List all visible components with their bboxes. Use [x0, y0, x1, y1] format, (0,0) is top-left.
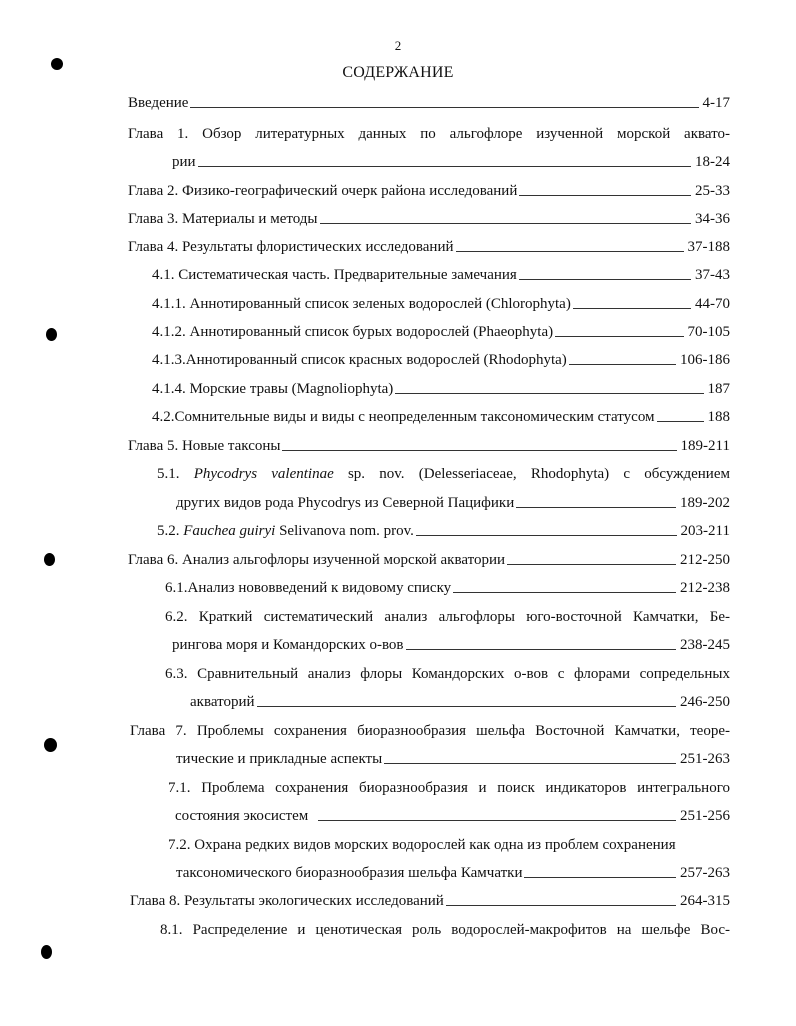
toc-entry-pages: 44-70 — [695, 296, 730, 312]
leader-line — [516, 493, 676, 508]
toc-entry-label: Глава 4. Результаты флористических исследований — [128, 239, 454, 255]
toc-entry-continuation: рингова моря и Командорских о-вов — [172, 637, 404, 653]
toc-entry-7-2[interactable] — [168, 835, 730, 855]
toc-entry-chapter-3[interactable] — [128, 209, 730, 229]
toc-entry-pages: 212-238 — [680, 580, 730, 596]
toc-entry-label: 4.1.1. Аннотированный список зеленых водорослей (Chlorophyta) — [152, 296, 571, 312]
toc-entry-label: 4.1.3.Аннотированный список красных водорослей (Rhodophyta) — [152, 352, 567, 368]
toc-entry-label: 4.1.2. Аннотированный список бурых водорослей (Phaeophyta) — [152, 324, 554, 340]
punch-hole-mark — [51, 58, 63, 70]
toc-entry-continuation: состояния экосистем — [175, 808, 309, 824]
leader-line — [524, 863, 676, 878]
leader-line — [453, 578, 676, 593]
toc-entry-4-1-4[interactable] — [152, 379, 730, 399]
leader-line — [318, 806, 676, 821]
punch-hole-mark — [46, 328, 57, 341]
toc-entry-label: 8.1. Распределение и ценотическая роль водорослей-макрофитов на шельфе Вос- — [160, 922, 730, 938]
leader-line — [320, 209, 692, 224]
toc-entry-label: 4.1. Систематическая часть. Предварительные замечания — [152, 267, 517, 283]
toc-entry-pages: 251-256 — [680, 808, 730, 824]
leader-line — [198, 152, 691, 167]
leader-line — [384, 749, 676, 764]
toc-entry-5-1[interactable] — [157, 464, 730, 484]
toc-entry-pages: 203-211 — [680, 523, 730, 539]
toc-entry-label: 6.1.Анализ нововведений к видовому списку — [165, 580, 452, 596]
toc-entry-chapter-7-cont[interactable] — [176, 749, 730, 769]
toc-entry-pages: 187 — [707, 381, 730, 397]
toc-entry-chapter-4[interactable] — [128, 237, 730, 257]
species-name: Phycodrys valentinae — [193, 466, 334, 482]
toc-entry-pages: 37-43 — [695, 267, 730, 283]
leader-line — [282, 436, 676, 451]
toc-entry-chapter-6[interactable] — [128, 550, 730, 570]
toc-entry-chapter-1[interactable] — [128, 124, 730, 144]
toc-entry-7-1-cont[interactable] — [175, 806, 730, 826]
toc-entry-label: 6.3. Сравнительный анализ флоры Командорских о-вов с флорами сопредельных — [165, 666, 730, 682]
toc-entry-6-1[interactable] — [165, 578, 730, 598]
toc-entry-pages: 246-250 — [680, 694, 730, 710]
toc-entry-label: 7.2. Охрана редких видов морских водорослей как одна из проблем сохранения — [168, 837, 676, 853]
toc-entry-chapter-7[interactable] — [130, 721, 730, 741]
toc-entry-label — [157, 521, 414, 541]
toc-entry-pages: 4-17 — [702, 95, 730, 111]
toc-entry-label: Глава 7. Проблемы сохранения биоразнообразия шельфа Восточной Камчатки, теоре- — [130, 723, 730, 739]
toc-entry-pages: 70-105 — [687, 324, 730, 340]
label-prefix: 5.1. — [157, 466, 194, 482]
toc-entry-pages: 238-245 — [680, 637, 730, 653]
leader-line — [406, 635, 676, 650]
toc-entry-pages: 18-24 — [695, 154, 730, 170]
leader-line — [519, 181, 691, 196]
toc-entry-continuation: рии — [172, 154, 196, 170]
toc-entry-5-1-cont[interactable] — [176, 493, 730, 513]
toc-entry-chapter-5[interactable] — [128, 436, 730, 456]
leader-line — [456, 237, 684, 252]
toc-entry-chapter-8[interactable] — [130, 891, 730, 911]
leader-line — [657, 407, 704, 422]
toc-entry-continuation: таксономического биоразнообразия шельфа Камчатки — [176, 865, 523, 881]
toc-entry-continuation: акваторий — [190, 694, 255, 710]
toc-entry-pages: 251-263 — [680, 751, 730, 767]
leader-line — [416, 521, 677, 536]
toc-entry-pages: 189-211 — [680, 438, 730, 454]
punch-hole-mark — [41, 945, 52, 959]
toc-entry-label: Глава 5. Новые таксоны — [128, 438, 281, 454]
species-name: Fauchea guiryi — [183, 523, 276, 539]
toc-entry-label: Глава 3. Материалы и методы — [128, 211, 318, 227]
toc-entry-4-2[interactable] — [152, 407, 730, 427]
toc-entry-6-3-cont[interactable] — [190, 692, 730, 712]
toc-entry-pages: 264-315 — [680, 893, 730, 909]
label-suffix: sp. nov. (Delesseriaceae, Rhodophyta) с обсуждением — [333, 466, 730, 482]
toc-entry-label: Введение — [128, 95, 189, 111]
toc-entry-pages: 25-33 — [695, 183, 730, 199]
toc-entry-introduction[interactable] — [128, 93, 730, 113]
toc-entry-chapter-2[interactable] — [128, 181, 730, 201]
toc-entry-label — [157, 464, 730, 484]
toc-entry-4-1-2[interactable] — [152, 322, 730, 342]
toc-title: СОДЕРЖАНИЕ — [342, 64, 454, 81]
leader-line — [569, 350, 676, 365]
toc-entry-6-2[interactable] — [165, 607, 730, 627]
toc-entry-4-1-3[interactable] — [152, 350, 730, 370]
toc-entry-6-2-cont[interactable] — [172, 635, 730, 655]
toc-entry-chapter-1-cont[interactable] — [172, 152, 730, 172]
toc-entry-continuation: тические и прикладные аспекты — [176, 751, 383, 767]
toc-entry-continuation: других видов рода Phycodrys из Северной Пацифики — [176, 495, 515, 511]
toc-entry-5-2[interactable] — [157, 521, 730, 541]
toc-entry-8-1[interactable] — [160, 920, 730, 940]
toc-entry-4-1-1[interactable] — [152, 294, 730, 314]
toc-entry-label: 7.1. Проблема сохранения биоразнообразия и поиск индикаторов интегрального — [168, 780, 730, 796]
leader-line — [507, 550, 676, 565]
toc-entry-pages: 189-202 — [680, 495, 730, 511]
toc-entry-pages: 212-250 — [680, 552, 730, 568]
toc-entry-label: Глава 8. Результаты экологических исследований — [130, 893, 444, 909]
punch-hole-mark — [44, 738, 57, 752]
toc-entry-pages: 257-263 — [680, 865, 730, 881]
toc-entry-label: Глава 6. Анализ альгофлоры изученной морской акватории — [128, 552, 506, 568]
leader-line — [573, 294, 691, 309]
leader-line — [190, 93, 698, 108]
toc-entry-pages: 37-188 — [687, 239, 730, 255]
leader-line — [395, 379, 703, 394]
toc-entry-7-1[interactable] — [168, 778, 730, 798]
toc-entry-pages: 106-186 — [680, 352, 730, 368]
punch-hole-mark — [44, 553, 55, 566]
toc-entry-label: Глава 1. Обзор литературных данных по альгофлоре изученной морской аквато- — [128, 126, 730, 142]
leader-line — [446, 891, 676, 906]
label-prefix: 5.2. — [157, 523, 184, 539]
toc-entry-pages: 188 — [707, 409, 730, 425]
toc-entry-4-1[interactable] — [152, 265, 730, 285]
toc-entry-7-2-cont[interactable] — [176, 863, 730, 883]
leader-line — [257, 692, 676, 707]
toc-entry-6-3[interactable] — [165, 664, 730, 684]
toc-entry-pages: 34-36 — [695, 211, 730, 227]
label-suffix: Selivanova nom. prov. — [275, 523, 414, 539]
toc-entry-label: 6.2. Краткий систематический анализ альгофлоры юго-восточной Камчатки, Бе- — [165, 609, 730, 625]
leader-line — [555, 322, 683, 337]
toc-entry-label: Глава 2. Физико-географический очерк района исследований — [128, 183, 518, 199]
page-number: 2 — [394, 38, 402, 53]
toc-entry-label: 4.1.4. Морские травы (Magnoliophyta) — [152, 381, 394, 397]
toc-entry-label: 4.2.Сомнительные виды и виды с неопределенным таксономическим статусом — [152, 409, 655, 425]
leader-line — [519, 265, 691, 280]
